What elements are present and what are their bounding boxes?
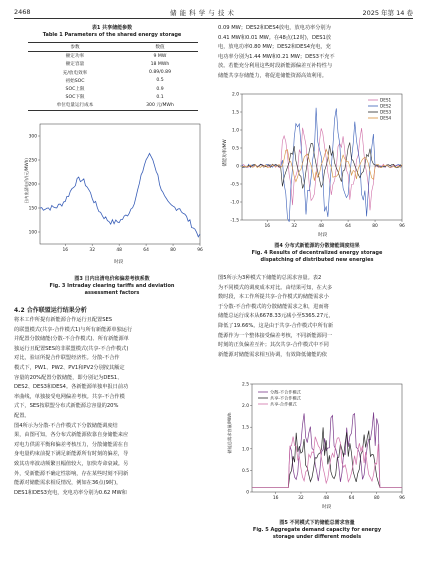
body-text-line: 配置。 xyxy=(14,412,30,419)
table1-header-row xyxy=(28,43,198,51)
fig5-ytick-label: 1.5 xyxy=(242,425,249,431)
table1-value: 9 MW xyxy=(153,53,167,59)
body-text-line: 致其功率波动频繁且幅值较大，加快寿命衰减。另 xyxy=(14,460,129,467)
table1-row xyxy=(28,93,198,101)
fig4-plot-frame xyxy=(242,94,402,220)
fig3-ytick-label: 200 xyxy=(28,182,37,188)
figure-3 xyxy=(14,118,210,270)
table1-caption-cn: 表1 共享储能参数 xyxy=(91,25,133,31)
table1-row xyxy=(28,69,198,77)
fig3-xtick-label: 16 xyxy=(62,248,69,253)
fig5-caption-en2: storage under different models xyxy=(272,534,362,540)
fig4-ytick-label: -1.0 xyxy=(230,200,239,206)
table1-param: 额定容量 xyxy=(65,62,85,68)
body-text-line: 储能总运行成本从6678.33元减小至5365.27元， xyxy=(218,313,334,320)
fig5-ylabel: 储能总需求容量/MWh xyxy=(227,412,232,454)
fig3-caption-en1: Fig. 3 Intraday clearing tariffs and deviation xyxy=(49,283,175,289)
body-text-line: 模式下，PW1、PW2、PV1和PV2分别按其额定 xyxy=(14,364,125,371)
table1-col-param: 参数 xyxy=(70,45,80,51)
fig5-xtick-label: 32 xyxy=(298,496,304,501)
fig5-ytick-label: 2.0 xyxy=(242,404,249,410)
body-text-line: 对电力供需平衡和偏差考核压力，分散储能需在自 xyxy=(14,441,129,448)
section-heading: 4.2 合作联盟运行结果分析 xyxy=(14,307,87,314)
body-text-line: 对比，验证所提合作联盟经济性。分散-不合作 xyxy=(14,355,120,362)
body-text-line: 的联盟模式(共享-合作模式1)与所有新能源单独运行 xyxy=(14,326,133,333)
fig3-ytick-label: 250 xyxy=(28,158,37,164)
fig5-legend-label: 共享-合作模式 xyxy=(270,401,297,407)
table1-param: 单位电量运行成本 xyxy=(56,103,94,109)
table1-param: SOC下限 xyxy=(65,95,85,101)
fig3-caption-cn: 图3 日内出清电价和偏差考核系数 xyxy=(74,276,150,282)
table1-param: 充/放电效率 xyxy=(62,70,88,76)
body-text-line: 能源作为一个整体接受偏差考核，不同新能源同一 xyxy=(218,332,333,339)
fig3-plot-frame xyxy=(40,124,200,244)
fig4-ytick-label: 1.5 xyxy=(232,110,239,116)
table1-value: 0.5 xyxy=(156,78,164,84)
fig3-tariff-line xyxy=(40,153,200,236)
fig5-xlabel: 时段 xyxy=(322,505,332,510)
fig5-caption-en1: Fig. 5 Aggregate demand capacity for energy xyxy=(252,527,382,533)
fig4-legend-label: DES4 xyxy=(380,115,392,121)
fig5-xtick-label: 48 xyxy=(323,496,330,501)
body-text-line: 于分散-不合作模式的分散储能需求之和，进而将 xyxy=(218,303,329,310)
body-text-line: 数时段，本工作所提共享-合作模式的储能需求小 xyxy=(218,294,329,301)
table1-row xyxy=(28,85,198,93)
fig5-chart xyxy=(218,378,416,518)
issue-info: 2025 年第 14 卷 xyxy=(362,9,413,17)
fig4-ytick-label: 1.0 xyxy=(232,128,239,134)
body-text-line: 放。若能充分利用这些时段新能源偏差互补特性与 xyxy=(218,63,333,70)
body-text-line: 0.09 MW；DES2和DES4放电，放电功率分别为 xyxy=(218,25,331,31)
fig4-legend-label: DES1 xyxy=(380,97,392,103)
fig3-chart xyxy=(14,118,210,270)
body-text-line: 电功率分别为1.44 MW和0.21 MW；DES3不充不 xyxy=(218,53,335,60)
fig5-xtick-label: 16 xyxy=(272,496,279,501)
fig5-xtick-label: 64 xyxy=(348,496,355,501)
fig3-ytick-label: 300 xyxy=(28,134,37,140)
fig4-ytick-label: -1.5 xyxy=(230,218,239,224)
fig4-xtick-label: 32 xyxy=(291,224,298,229)
fig4-ytick-label: -0.5 xyxy=(230,182,239,188)
fig3-xtick-label: 32 xyxy=(89,248,96,253)
fig3-xtick-label: 64 xyxy=(143,248,149,253)
body-text-line: 图5所示为3种模式下储能的总需求容量。表2 xyxy=(218,275,322,281)
body-text-line: 新能源对储能需求相互协调，有效降低储能的依 xyxy=(218,351,327,358)
fig4-xtick-label: 48 xyxy=(318,224,324,229)
table1-grid xyxy=(28,43,198,51)
table1-value: 0.1 xyxy=(156,94,164,100)
table1-row xyxy=(28,52,198,60)
body-text-line: 时刻的正负偏差互补；其次共享-合作模式中不同 xyxy=(218,342,329,349)
table1-value: 0.89/0.89 xyxy=(148,70,171,76)
table1-param: 初始SOC xyxy=(65,78,85,84)
fig4-ytick-label: 2.0 xyxy=(232,92,239,98)
fig5-ytick-label: 0.5 xyxy=(242,468,249,474)
fig4-legend-label: DES2 xyxy=(380,103,392,109)
body-text-line: 独运行且配置SES的非联盟模式(共享-不合作模式) xyxy=(14,345,129,352)
fig4-ytick-label: 0 xyxy=(236,164,239,170)
fig5-ytick-label: 0 xyxy=(246,490,249,496)
fig4-ylabel: 储能功率/MW xyxy=(223,139,228,167)
fig3-xtick-label: 48 xyxy=(116,248,122,253)
fig3-xtick-label: 96 xyxy=(197,248,203,253)
body-text-line: 储能共享存储能力，将促进储能资源高效利用。 xyxy=(218,72,327,79)
fig4-xlabel: 时段 xyxy=(318,233,328,238)
body-text-line: 身电量约束前提下满足新能源所有时刻的偏差，导 xyxy=(14,451,129,458)
fig3-ylabel: 日内出清电价/(元/MWh) xyxy=(24,158,29,204)
fig4-caption-cn: 图4 分布式新能源的分散储能调度结果 xyxy=(274,243,360,249)
fig5-ytick-label: 2.5 xyxy=(242,382,249,388)
table1-param: SOC上限 xyxy=(65,87,85,93)
right-column-text-mid xyxy=(218,274,416,360)
body-text-line: 降低了19.66%。这是由于共享-合作模式中所有新 xyxy=(218,322,334,329)
body-text-line: 图4所示为分散-不合作模式下分散储能调度结 xyxy=(14,422,118,429)
body-text-line: DES1和DES3充电，充电功率分别为0.62 MW和 xyxy=(14,489,127,496)
fig5-ytick-label: 1.0 xyxy=(242,447,249,453)
right-column-text-top xyxy=(218,24,416,82)
fig3-caption-en2: assessment factors xyxy=(84,290,140,296)
fig4-caption-en2: dispatching of distributed new energies xyxy=(260,257,374,263)
body-text-line: 容量的20%配置分散储能，即分别记为DES1、 xyxy=(14,374,123,381)
table1-row xyxy=(28,77,198,85)
body-text-line: 外，受新能源不确定性影响，存在某些时刻不同新 xyxy=(14,470,129,477)
fig3-ytick-label: 100 xyxy=(28,230,37,236)
fig3-ytick-label: 150 xyxy=(28,206,37,212)
fig5-legend-label: 分散-不合作模式 xyxy=(270,389,301,395)
fig4-xtick-label: 96 xyxy=(399,224,405,229)
table1-caption-en: Table 1 Parameters of the shared energy storage xyxy=(42,32,182,38)
fig5-legend-label: 共享-不合作模式 xyxy=(270,395,301,401)
body-text-line: 0.41 MW和0.01 MW。在48点(12时)，DES1放 xyxy=(218,34,332,41)
table1 xyxy=(28,42,198,111)
journal-name: 储 能 科 学 与 技 术 xyxy=(170,9,235,17)
fig4-xtick-label: 80 xyxy=(372,224,378,229)
body-text-line: 电，放电功率0.80 MW；DES2和DES4充电，充 xyxy=(218,44,331,51)
table1-col-value: 数值 xyxy=(155,45,165,51)
fig4-caption-en1: Fig. 4 Results of decentralized energy storage xyxy=(251,250,383,256)
fig4-xtick-label: 16 xyxy=(264,224,271,229)
table1-body xyxy=(28,52,198,109)
table1-row xyxy=(28,101,198,109)
table1-value: 0.9 xyxy=(156,86,164,92)
fig4-ytick-label: 0.5 xyxy=(232,146,239,152)
figure-5 xyxy=(218,378,416,518)
table1-value: 18 MWh xyxy=(150,61,170,67)
figure-4 xyxy=(218,88,416,240)
fig3-xlabel: 时段 xyxy=(114,260,124,265)
fig4-legend-label: DES3 xyxy=(380,109,392,115)
body-text-line: 果，由图可知，各分布式新能源依靠自身储能来应 xyxy=(14,432,129,439)
body-text-line: 为不同模式的调度成本对比。由结果可知，在大多 xyxy=(218,284,333,291)
fig5-xtick-label: 96 xyxy=(399,496,405,501)
fig4-xtick-label: 64 xyxy=(345,224,351,229)
body-text-line: 式下，SES按联盟分布式新能源总容量的20% xyxy=(14,403,119,410)
body-text-line: 能源对储能需求相反情况，例如在36点(9时)， xyxy=(14,480,122,487)
fig3-xtick-label: 80 xyxy=(170,248,176,253)
body-text-line: DES2、DES3和DES4。各新能源单独申报日前功 xyxy=(14,384,129,391)
fig5-xtick-label: 80 xyxy=(373,496,380,501)
left-column-text xyxy=(14,316,213,498)
fig4-chart xyxy=(218,88,416,240)
body-text-line: 并配置分散储能(分散-不合作模式)、所有新能源单 xyxy=(14,336,129,343)
fig5-caption-cn: 图5 不同模式下的储能总需求容量 xyxy=(279,520,355,526)
table1-value: 300 元/MWh xyxy=(146,103,174,109)
body-text-line: 将本工作所提有新能源合作运行且配置SES xyxy=(14,317,113,323)
table1-row xyxy=(28,60,198,68)
header-rule xyxy=(14,18,413,19)
page-number: 2468 xyxy=(14,8,31,16)
body-text-line: 率曲线，单独接受电网偏差考核。共享-不合作模 xyxy=(14,393,125,400)
table1-param: 额定功率 xyxy=(65,54,85,60)
